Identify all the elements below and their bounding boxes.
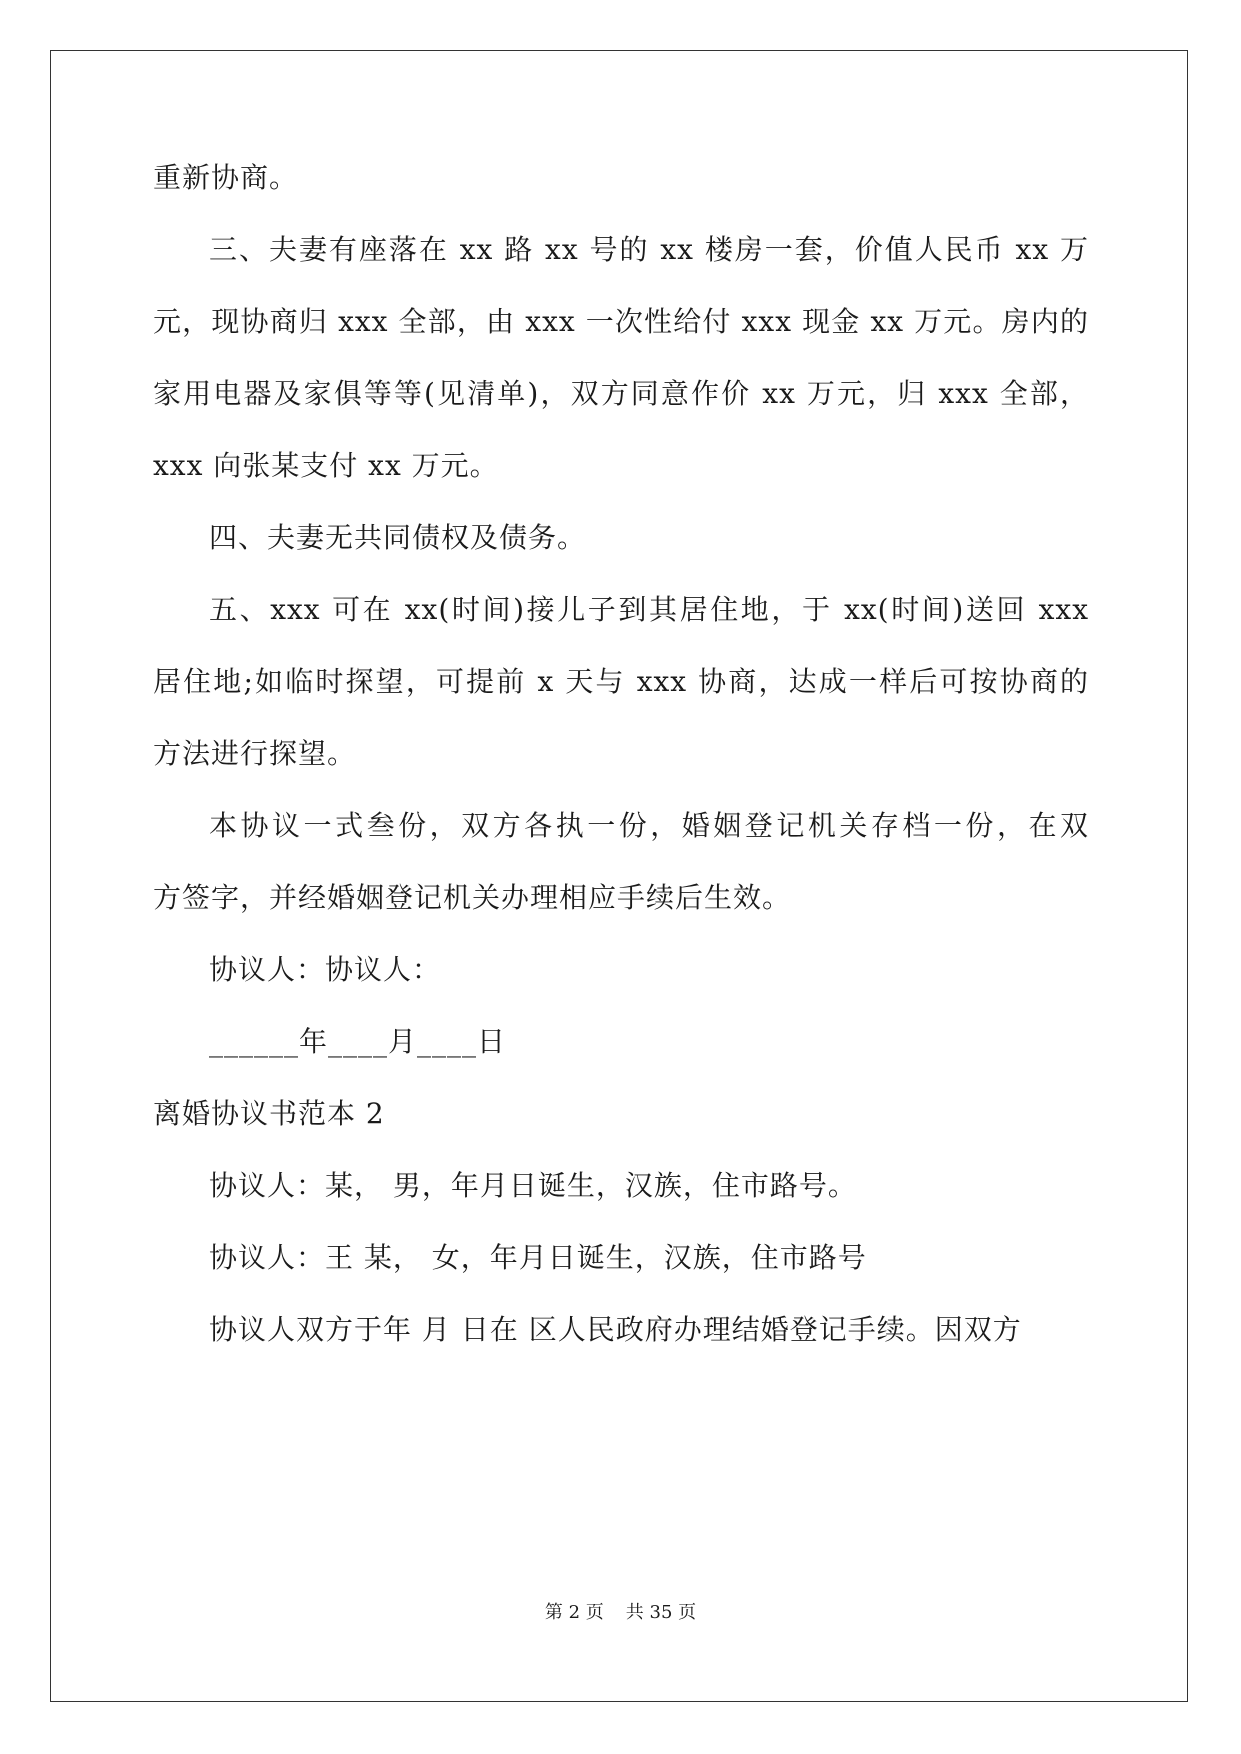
paragraph-line: 居住地;如临时探望，可提前 x 天与 xxx 协商，达成一样后可按协商的 — [153, 665, 1089, 698]
paragraph-line: 方签字，并经婚姻登记机关办理相应手续后生效。 — [153, 881, 792, 914]
page-footer — [0, 1601, 1241, 1625]
paragraph-line: 五、xxx 可在 xx(时间)接儿子到其居住地，于 xx(时间)送回 xxx — [209, 593, 1089, 626]
paragraph-line: 协议人：某， 男，年月日诞生，汉族，住市路号。 — [209, 1169, 857, 1202]
page-total: 共 35 页 — [625, 1602, 697, 1623]
paragraph-line: 三、夫妻有座落在 xx 路 xx 号的 xx 楼房一套，价值人民币 xx 万 — [209, 233, 1089, 266]
paragraph-line: xxx 向张某支付 xx 万元。 — [153, 449, 499, 482]
page-number: 第 2 页 — [544, 1602, 604, 1623]
section-title: 离婚协议书范本 2 — [153, 1097, 385, 1130]
page-border — [50, 50, 1188, 1702]
paragraph-line: 四、夫妻无共同债权及债务。 — [209, 521, 587, 554]
signature-line: 协议人：协议人： — [209, 953, 442, 986]
paragraph-line: 重新协商。 — [153, 161, 299, 194]
date-line: ______年____月____日 — [209, 1025, 507, 1058]
paragraph-line: 本协议一式叁份，双方各执一份，婚姻登记机关存档一份，在双 — [209, 809, 1089, 842]
paragraph-line: 元，现协商归 xxx 全部，由 xxx 一次性给付 xxx 现金 xx 万元。房内的 — [153, 305, 1089, 338]
paragraph-line: 协议人双方于年 月 日在 区人民政府办理结婚登记手续。因双方 — [209, 1313, 1022, 1346]
paragraph-line: 协议人：王 某， 女，年月日诞生，汉族，住市路号 — [209, 1241, 867, 1274]
paragraph-line: 方法进行探望。 — [153, 737, 357, 770]
paragraph-line: 家用电器及家俱等等(见清单)，双方同意作价 xx 万元，归 xxx 全部， — [153, 377, 1089, 410]
